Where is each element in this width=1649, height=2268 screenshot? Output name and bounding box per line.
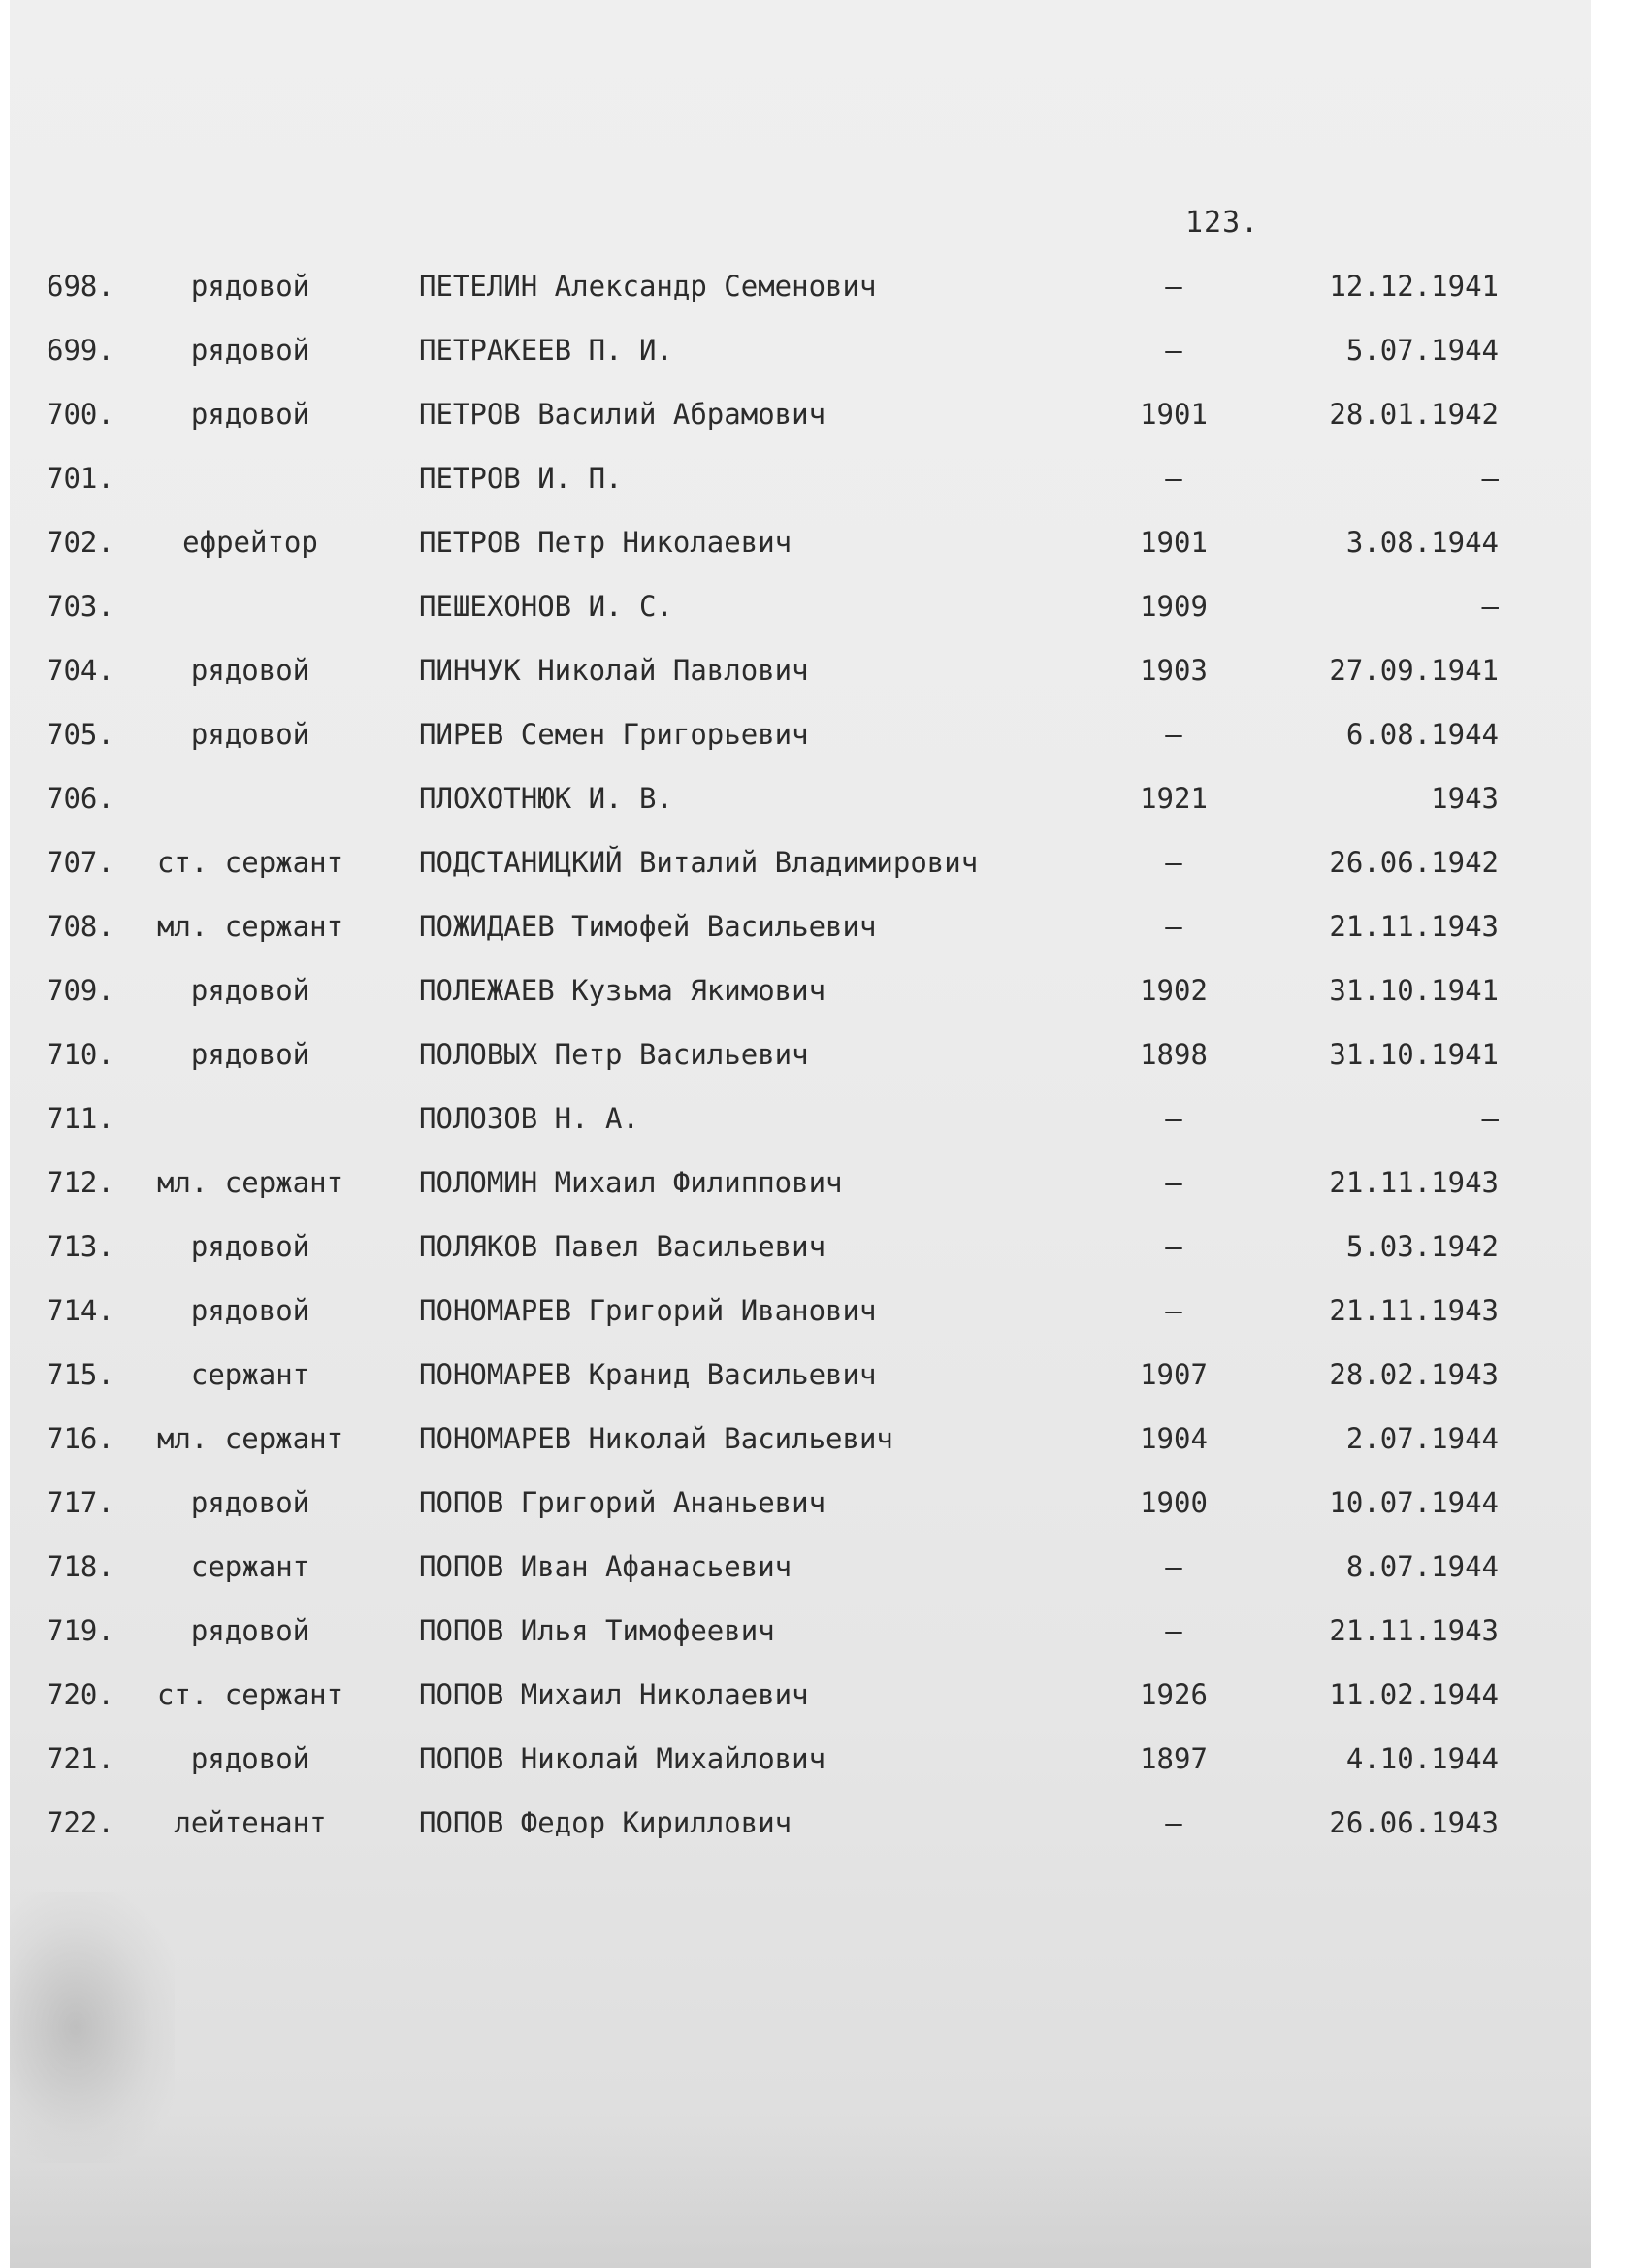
death-date: 1943 (1431, 782, 1499, 815)
soldier-name: ПЕТРОВ Петр Николаевич (419, 526, 792, 559)
list-row (0, 1486, 1649, 1550)
soldier-name: ПОЛЯКОВ Павел Васильевич (419, 1230, 826, 1263)
death-date: 21.11.1943 (1329, 1294, 1499, 1327)
list-row (0, 1102, 1649, 1166)
entry-number: 707. (47, 846, 114, 879)
death-date: 28.02.1943 (1329, 1358, 1499, 1391)
death-date: 26.06.1943 (1329, 1806, 1499, 1839)
entry-number: 719. (47, 1614, 114, 1647)
casualty-list (0, 270, 1649, 1870)
soldier-name: ПОЛЕЖАЕВ Кузьма Якимович (419, 974, 826, 1007)
list-row (0, 1614, 1649, 1678)
military-rank: рядовой (190, 1230, 310, 1263)
birth-year: – (1165, 1806, 1182, 1839)
list-row (0, 1294, 1649, 1358)
soldier-name: ПОНОМАРЕВ Григорий Иванович (419, 1294, 877, 1327)
entry-number: 713. (47, 1230, 114, 1263)
soldier-name: ПОПОВ Илья Тимофеевич (419, 1614, 775, 1647)
military-rank: рядовой (190, 398, 310, 431)
list-row (0, 910, 1649, 974)
entry-number: 710. (47, 1038, 114, 1071)
birth-year: 1903 (1140, 654, 1208, 687)
entry-number: 712. (47, 1166, 114, 1199)
soldier-name: ПОЛОВЫХ Петр Васильевич (419, 1038, 809, 1071)
death-date: – (1481, 462, 1499, 495)
entry-number: 698. (47, 270, 114, 303)
list-row (0, 1678, 1649, 1742)
entry-number: 700. (47, 398, 114, 431)
birth-year: 1907 (1140, 1358, 1208, 1391)
list-row (0, 718, 1649, 782)
entry-number: 715. (47, 1358, 114, 1391)
military-rank: рядовой (190, 718, 310, 751)
death-date: 11.02.1944 (1329, 1678, 1499, 1711)
death-date: 28.01.1942 (1329, 398, 1499, 431)
soldier-name: ПОПОВ Федор Кириллович (419, 1806, 792, 1839)
death-date: 21.11.1943 (1329, 1614, 1499, 1647)
military-rank: ст. сержант (156, 1678, 344, 1711)
birth-year: 1926 (1140, 1678, 1208, 1711)
birth-year: – (1165, 1102, 1182, 1135)
death-date: 26.06.1942 (1329, 846, 1499, 879)
military-rank: лейтенант (174, 1806, 327, 1839)
list-row (0, 1166, 1649, 1230)
soldier-name: ПИРЕВ Семен Григорьевич (419, 718, 809, 751)
soldier-name: ПОПОВ Иван Афанасьевич (419, 1550, 792, 1583)
military-rank: сержант (190, 1358, 310, 1391)
military-rank: рядовой (190, 270, 310, 303)
entry-number: 703. (47, 590, 114, 623)
entry-number: 705. (47, 718, 114, 751)
soldier-name: ПЕШЕХОНОВ И. С. (419, 590, 673, 623)
entry-number: 711. (47, 1102, 114, 1135)
death-date: 6.08.1944 (1345, 718, 1499, 751)
soldier-name: ПОПОВ Григорий Ананьевич (419, 1486, 826, 1519)
birth-year: – (1165, 1550, 1182, 1583)
birth-year: 1901 (1140, 526, 1208, 559)
death-date: 8.07.1944 (1345, 1550, 1499, 1583)
soldier-name: ПОДСТАНИЦКИЙ Виталий Владимирович (419, 846, 979, 879)
soldier-name: ПОЖИДАЕВ Тимофей Васильевич (419, 910, 877, 943)
list-row (0, 782, 1649, 846)
entry-number: 722. (47, 1806, 114, 1839)
page-number: 123. (1185, 206, 1260, 240)
death-date: 12.12.1941 (1329, 270, 1499, 303)
military-rank: ефрейтор (182, 526, 318, 559)
birth-year: 1921 (1140, 782, 1208, 815)
military-rank: мл. сержант (156, 910, 344, 943)
birth-year: – (1165, 334, 1182, 367)
entry-number: 714. (47, 1294, 114, 1327)
list-row (0, 590, 1649, 654)
birth-year: – (1165, 1614, 1182, 1647)
birth-year: 1897 (1140, 1742, 1208, 1775)
military-rank: сержант (190, 1550, 310, 1583)
death-date: 21.11.1943 (1329, 1166, 1499, 1199)
military-rank: ст. сержант (156, 846, 344, 879)
list-row (0, 270, 1649, 334)
entry-number: 709. (47, 974, 114, 1007)
list-row (0, 654, 1649, 718)
death-date: 5.03.1942 (1345, 1230, 1499, 1263)
entry-number: 708. (47, 910, 114, 943)
military-rank: рядовой (190, 1294, 310, 1327)
death-date: 27.09.1941 (1329, 654, 1499, 687)
entry-number: 721. (47, 1742, 114, 1775)
list-row (0, 1230, 1649, 1294)
list-row (0, 526, 1649, 590)
list-row (0, 1038, 1649, 1102)
soldier-name: ПЕТРОВ И. П. (419, 462, 623, 495)
military-rank: рядовой (190, 1742, 310, 1775)
entry-number: 720. (47, 1678, 114, 1711)
military-rank: рядовой (190, 1486, 310, 1519)
soldier-name: ПИНЧУК Николай Павлович (419, 654, 809, 687)
death-date: 31.10.1941 (1329, 1038, 1499, 1071)
birth-year: 1904 (1140, 1422, 1208, 1455)
list-row (0, 846, 1649, 910)
death-date: 5.07.1944 (1345, 334, 1499, 367)
death-date: 31.10.1941 (1329, 974, 1499, 1007)
entry-number: 717. (47, 1486, 114, 1519)
birth-year: 1901 (1140, 398, 1208, 431)
birth-year: 1900 (1140, 1486, 1208, 1519)
entry-number: 716. (47, 1422, 114, 1455)
entry-number: 701. (47, 462, 114, 495)
soldier-name: ПОНОМАРЕВ Николай Васильевич (419, 1422, 893, 1455)
list-row (0, 1742, 1649, 1806)
soldier-name: ПЕТРОВ Василий Абрамович (419, 398, 826, 431)
soldier-name: ПОНОМАРЕВ Кранид Васильевич (419, 1358, 877, 1391)
entry-number: 704. (47, 654, 114, 687)
military-rank: рядовой (190, 1038, 310, 1071)
military-rank: мл. сержант (156, 1166, 344, 1199)
death-date: 21.11.1943 (1329, 910, 1499, 943)
birth-year: – (1165, 462, 1182, 495)
soldier-name: ПОПОВ Михаил Николаевич (419, 1678, 809, 1711)
list-row (0, 398, 1649, 462)
soldier-name: ПЕТРАКЕЕВ П. И. (419, 334, 673, 367)
list-row (0, 1550, 1649, 1614)
death-date: 3.08.1944 (1345, 526, 1499, 559)
death-date: 2.07.1944 (1345, 1422, 1499, 1455)
soldier-name: ПЕТЕЛИН Александр Семенович (419, 270, 877, 303)
soldier-name: ПОЛОМИН Михаил Филиппович (419, 1166, 843, 1199)
military-rank: рядовой (190, 974, 310, 1007)
birth-year: – (1165, 910, 1182, 943)
death-date: – (1481, 590, 1499, 623)
list-row (0, 1806, 1649, 1870)
birth-year: 1902 (1140, 974, 1208, 1007)
entry-number: 706. (47, 782, 114, 815)
list-row (0, 1358, 1649, 1422)
military-rank: мл. сержант (156, 1422, 344, 1455)
birth-year: – (1165, 270, 1182, 303)
birth-year: – (1165, 846, 1182, 879)
soldier-name: ПОПОВ Николай Михайлович (419, 1742, 826, 1775)
birth-year: – (1165, 1166, 1182, 1199)
soldier-name: ПЛОХОТНЮК И. В. (419, 782, 673, 815)
entry-number: 702. (47, 526, 114, 559)
birth-year: 1909 (1140, 590, 1208, 623)
death-date: 4.10.1944 (1345, 1742, 1499, 1775)
scan-shadow (10, 2115, 1591, 2268)
soldier-name: ПОЛОЗОВ Н. А. (419, 1102, 639, 1135)
military-rank: рядовой (190, 1614, 310, 1647)
birth-year: – (1165, 1294, 1182, 1327)
list-row (0, 334, 1649, 398)
entry-number: 699. (47, 334, 114, 367)
list-row (0, 974, 1649, 1038)
list-row (0, 462, 1649, 526)
military-rank: рядовой (190, 334, 310, 367)
birth-year: 1898 (1140, 1038, 1208, 1071)
birth-year: – (1165, 718, 1182, 751)
military-rank: рядовой (190, 654, 310, 687)
entry-number: 718. (47, 1550, 114, 1583)
death-date: – (1481, 1102, 1499, 1135)
death-date: 10.07.1944 (1329, 1486, 1499, 1519)
birth-year: – (1165, 1230, 1182, 1263)
list-row (0, 1422, 1649, 1486)
